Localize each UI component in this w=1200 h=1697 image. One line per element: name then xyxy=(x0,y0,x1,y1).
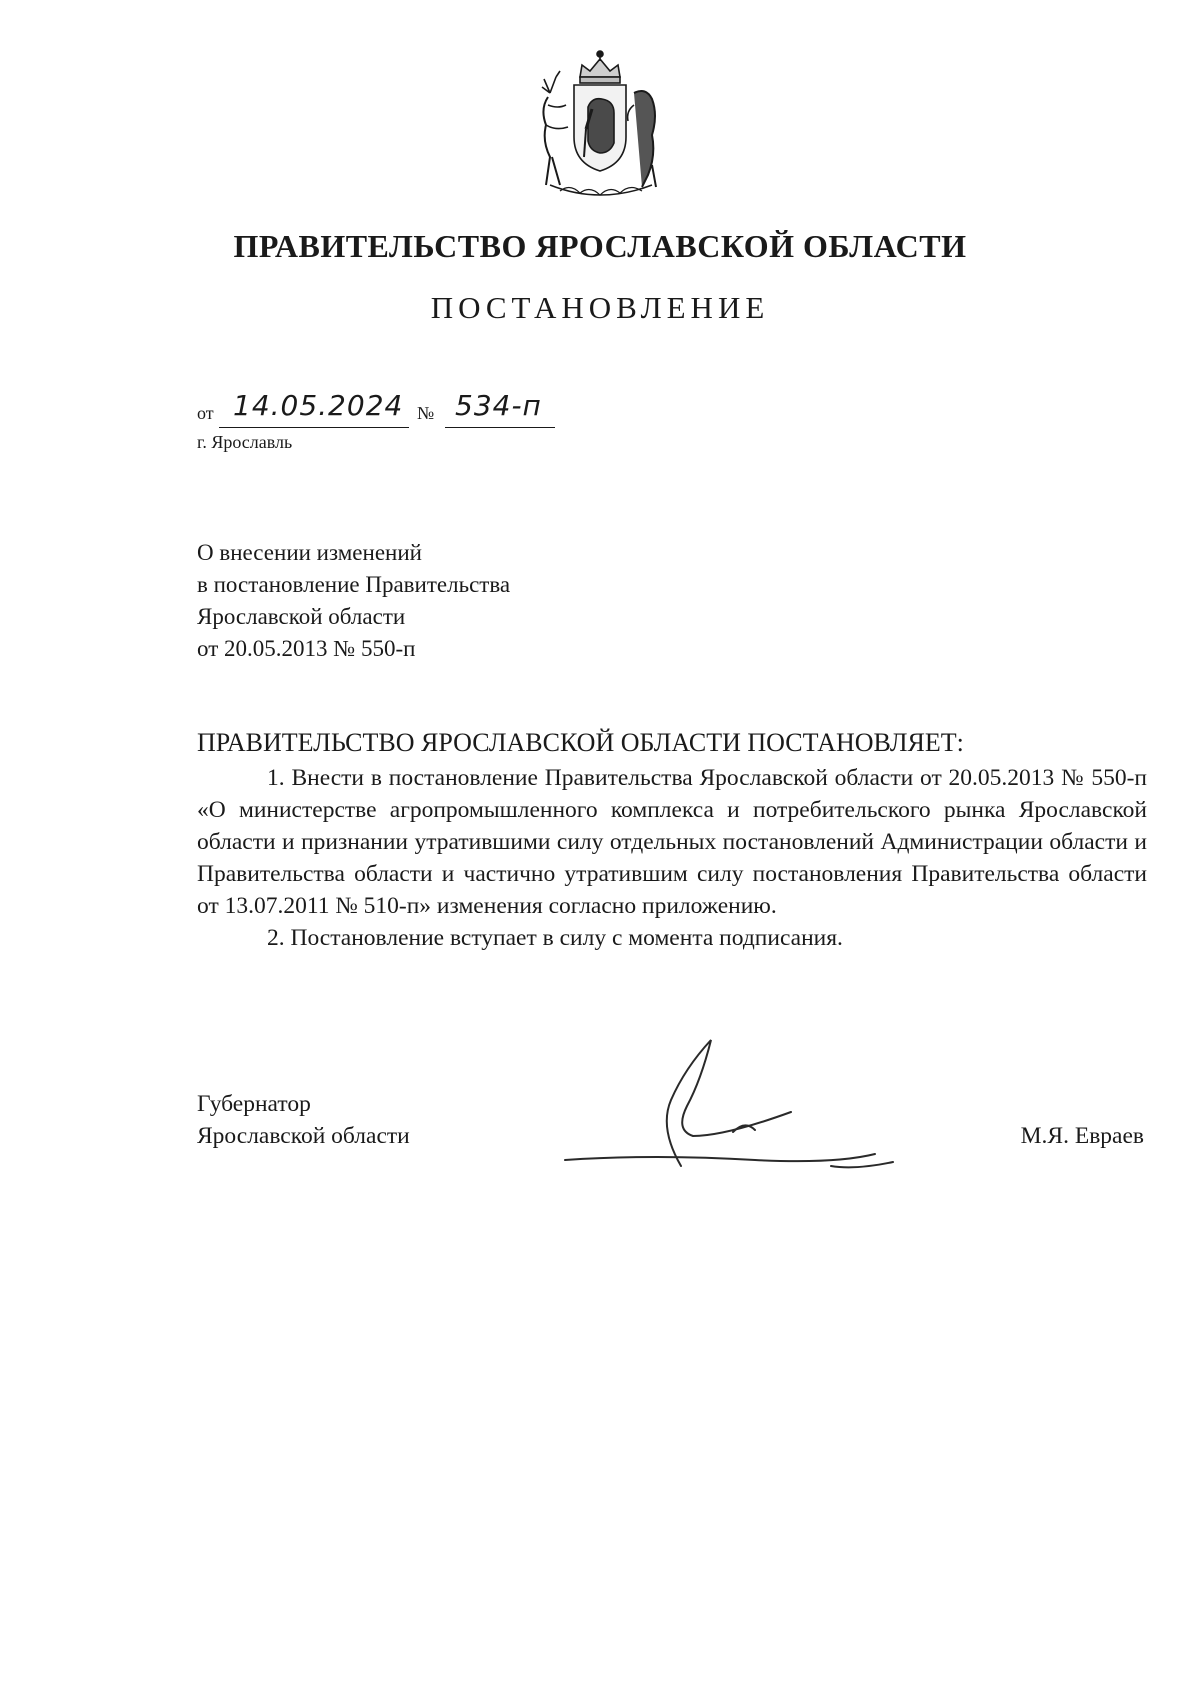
subject-line: от 20.05.2013 № 550-п xyxy=(197,636,416,661)
number-underline xyxy=(445,427,555,428)
date-underline xyxy=(219,427,409,428)
subject-block xyxy=(197,537,510,665)
number-label: № xyxy=(417,403,435,423)
city: г. Ярославль xyxy=(197,432,293,452)
subject-line: Ярославской области xyxy=(197,604,406,629)
date-number-line xyxy=(197,388,657,428)
date-label: от xyxy=(197,403,214,423)
signer-role-line: Губернатор xyxy=(197,1091,311,1117)
coat-of-arms-emblem xyxy=(530,45,670,205)
subject-line: в постановление Правительства xyxy=(197,572,511,597)
signer-role-line: Ярославской области xyxy=(197,1123,410,1149)
signer-role xyxy=(197,1088,410,1152)
subject-line: О внесении изменений xyxy=(197,540,422,565)
handwritten-signature xyxy=(555,1020,935,1195)
decree-item-1: 1. Внести в постановление Правительства Ярославской области от 20.05.2013 № 550-п «О министерстве агропромышленного комплекса и потребительского рынка Ярославской области и признании утратившими силу отдельных постановлений Администрации области и Правительства области и частично утратившим силу постановления Правительства области от 13.07.2011 № 510-п» изменения согласно приложению. xyxy=(197,765,1147,919)
date-handwritten: 14.05.2024 xyxy=(233,389,404,422)
decree-heading: ПРАВИТЕЛЬСТВО ЯРОСЛАВСКОЙ ОБЛАСТИ ПОСТАНОВЛЯЕТ: xyxy=(197,728,964,757)
signer-name: М.Я. Евраев xyxy=(1020,1123,1144,1149)
decree-item-2: 2. Постановление вступает в силу с момента подписания. xyxy=(267,925,843,951)
organization-title: ПРАВИТЕЛЬСТВО ЯРОСЛАВСКОЙ ОБЛАСТИ xyxy=(233,228,967,264)
document-type: ПОСТАНОВЛЕНИЕ xyxy=(430,290,770,325)
decree-body xyxy=(197,762,1147,954)
number-handwritten: 534-п xyxy=(455,389,542,422)
